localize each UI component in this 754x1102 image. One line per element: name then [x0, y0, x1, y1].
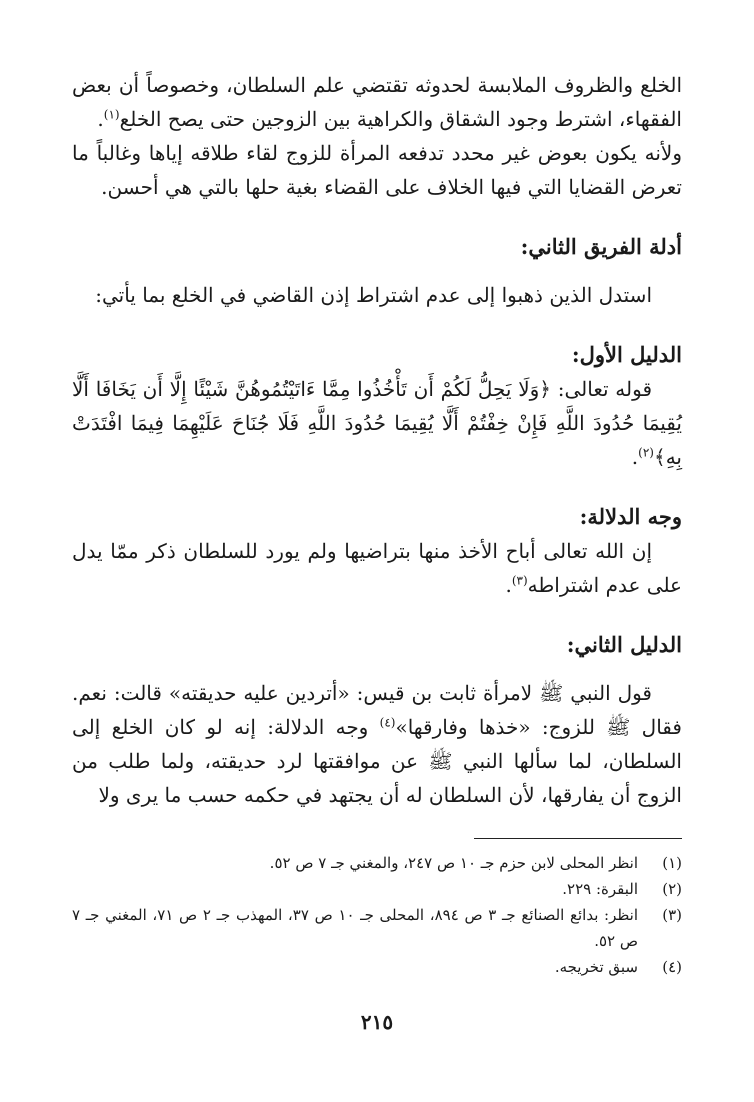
paragraph-1-text: الخلع والظروف الملابسة لحدوثه تقتضي علم السلطان، وخصوصاً أن بعض الفقهاء، اشترط وجود الشقاق والكراهية بين الزوجين حتى يصح الخلع [72, 73, 682, 131]
footnote-number: (٤) [662, 958, 682, 976]
main-text [72, 68, 682, 812]
paragraph-3: استدل الذين ذهبوا إلى عدم اشتراط إذن القاضي في الخلع بما يأتي: [95, 283, 652, 307]
footnote-4 [72, 954, 682, 980]
footnote-3 [72, 902, 682, 954]
footnote-number: (١) [662, 854, 682, 872]
paragraph-4-end: . [631, 445, 639, 469]
footnote-text: انظر المحلى لابن حزم جـ ١٠ ص ٢٤٧، والمغني جـ ٧ ص ٥٢. [269, 854, 638, 872]
paragraph-5 [72, 534, 682, 602]
footnote-number: (٣) [662, 906, 682, 924]
footnote-ref-2[interactable]: (٢) [638, 445, 654, 460]
paragraph-5-end: . [505, 573, 512, 597]
footnote-text: سبق تخريجه. [554, 958, 638, 976]
paragraph-1 [72, 68, 682, 136]
paragraph-4 [72, 372, 682, 474]
quran-verse: ﴿وَلَا يَحِلُّ لَكُمْ أَن تَأْخُذُوا مِمَّا ءَاتَيْتُمُوهُنَّ شَيْئًا إِلَّا أَن يَخَافَا أَلَّا يُقِيمَا حُدُودَ اللَّهِ فَإِنْ خِفْتُمْ أَلَّا يُقِيمَا حُدُودَ اللَّهِ فَلَا جُنَاحَ عَلَيْهِمَا فِيمَا افْتَدَتْ بِهِ﴾ [72, 377, 682, 469]
footnote-1 [72, 850, 682, 876]
footnote-text: البقرة: ٢٢٩. [562, 880, 638, 898]
paragraph-6-part1: قول النبي ﷺ لامرأة ثابت بن قيس: «أتردين عليه حديقته» قالت: نعم. فقال ﷺ للزوج: «خذها وفارقها» [72, 681, 682, 739]
heading-indication: وجه الدلالة: [579, 504, 682, 529]
heading-second-group-evidence: أدلة الفريق الثاني: [520, 234, 682, 259]
paragraph-2: ولأنه يكون بعوض غير محدد تدفعه المرأة للزوج لقاء طلاقه إياها وغالباً ما تعرض القضايا التي فيها الخلاف على القضاء بغية حلها بالتي هي أحسن. [72, 141, 682, 199]
footnote-divider [474, 838, 682, 839]
footnote-ref-1[interactable]: (١) [103, 107, 120, 122]
footnote-number: (٢) [662, 880, 682, 898]
footnotes [72, 850, 682, 980]
footnote-ref-4[interactable]: (٤) [379, 715, 396, 730]
page-number: ٢١٥ [360, 1010, 394, 1034]
paragraph-5-text: إن الله تعالى أباح الأخذ منها بتراضيها ولم يورد للسلطان ذكر ممّا يدل على عدم اشتراطه [72, 539, 682, 597]
footnote-ref-3[interactable]: (٣) [511, 573, 528, 588]
paragraph-1-end: . [97, 107, 104, 131]
paragraph-6-part2: وجه الدلالة: إنه لو كان الخلع إلى السلطان، لما سألها النبي ﷺ عن موافقتها لرد حديقته، ولما طلب من الزوج أن يفارقها، لأن السلطان له أن يجتهد في حكمه حسب ما يرى ولا [72, 715, 682, 807]
footnote-2 [72, 876, 682, 902]
heading-second-evidence: الدليل الثاني: [566, 632, 682, 657]
footnote-text: انظر: بدائع الصنائع جـ ٣ ص ٨٩٤، المحلى جـ ١٠ ص ٣٧، المهذب جـ ٢ ص ٧١، المغني جـ ٧ ص ٥٢. [72, 906, 639, 950]
paragraph-4-lead: قوله تعالى: [551, 377, 653, 401]
paragraph-6 [72, 676, 682, 812]
heading-first-evidence: الدليل الأول: [571, 342, 682, 367]
